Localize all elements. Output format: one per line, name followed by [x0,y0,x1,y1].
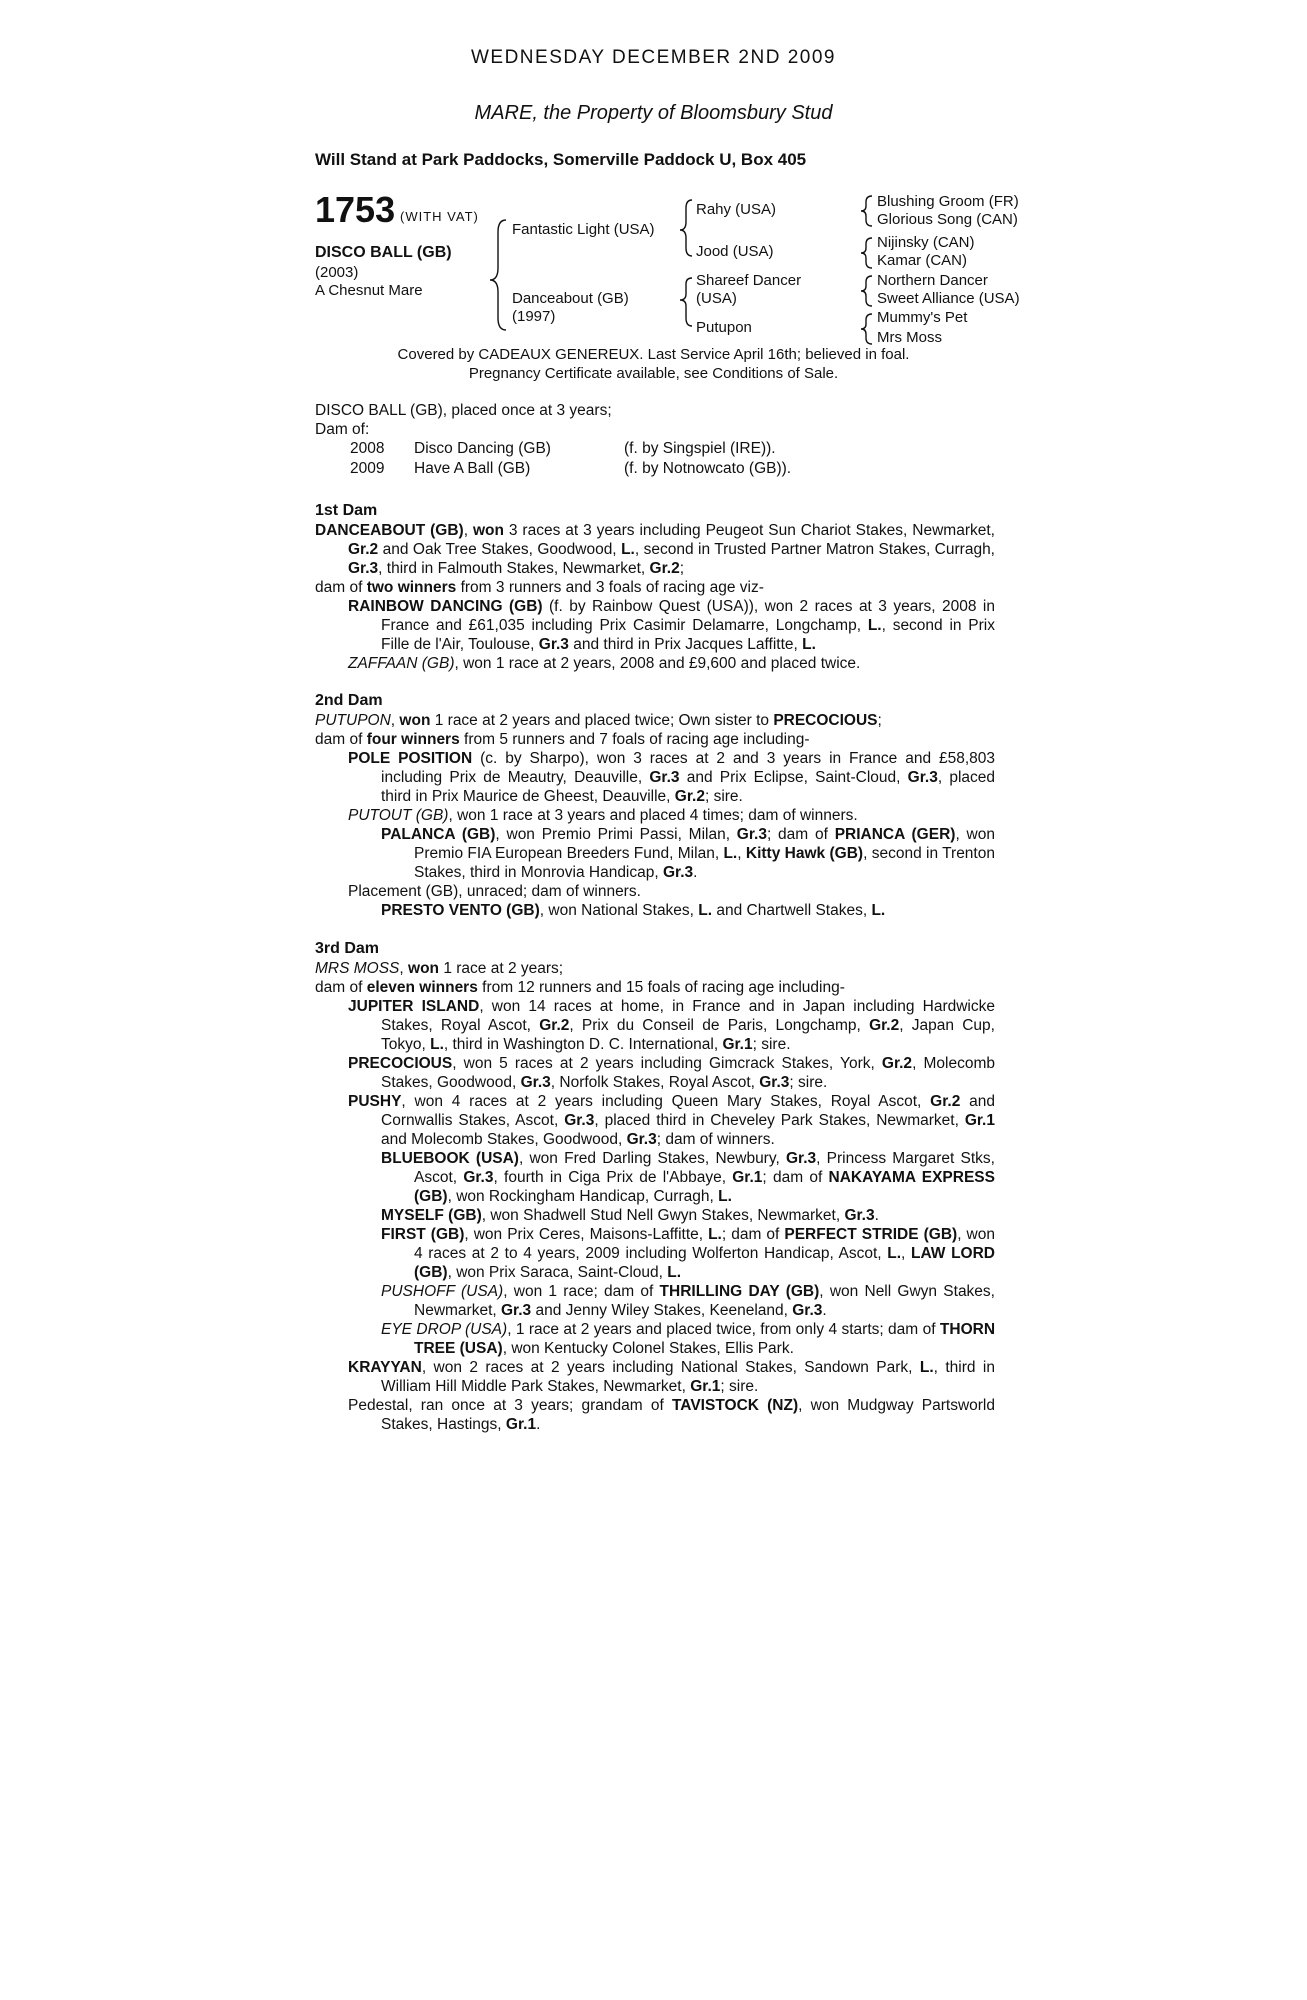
second-dam-offspring: Placement (GB), unraced; dam of winners. [348,883,641,900]
third-dam-grandoffspring: MYSELF (GB), won Shadwell Stud Nell Gwyn Stakes, Newmarket, Gr.3. [381,1207,879,1224]
vat-note: (WITH VAT) [400,209,479,224]
pedigree-sire-sire: Rahy (USA) [696,201,777,218]
second-dam-title: 2nd Dam [315,692,383,709]
second-dam-offspring: PUTOUT (GB), won 1 race at 3 years and placed 4 times; dam of winners. [348,807,858,824]
third-dam-offspring: PUSHY, won 4 races at 2 years including Queen Mary Stakes, Royal Ascot, Gr.2 and Cornwallis Stakes, Ascot, Gr.3, placed third in Cheveley Park Stakes, Newmarket, Gr.1 and Molecomb Stakes, Goodwood, Gr.3; dam of winners. [348,1093,996,1148]
third-dam-produce-line: dam of eleven winners from 12 runners and 15 foals of racing age including- [315,979,845,996]
third-dam-offspring: JUPITER ISLAND, won 14 races at home, in France and in Japan including Hardwicke Stakes, Royal Ascot, Gr.2, Prix du Conseil de Paris, Longchamp, Gr.2, Japan Cup, Tokyo, L., third in Washington D. C. International, Gr.1; sire. [348,998,995,1053]
covered-line-2: Pregnancy Certificate available, see Conditions of Sale. [468,365,839,382]
produce-year: 2009 [350,460,385,477]
pedigree-g6: Sweet Alliance (USA) [877,290,1020,307]
third-dam-offspring: Pedestal, ran once at 3 years; grandam of TAVISTOCK (NZ), won Mudgway Partsworld Stakes, Hastings, Gr.1. [348,1397,995,1433]
first-dam-produce-line: dam of two winners from 3 runners and 3 foals of racing age viz- [315,579,764,596]
third-dam-entry: MRS MOSS, won 1 race at 2 years; [315,960,564,977]
first-dam-title: 1st Dam [315,502,378,519]
third-dam-grandoffspring: EYE DROP (USA), 1 race at 2 years and placed twice, from only 4 starts; dam of THORN TREE (USA), won Kentucky Colonel Stakes, Ellis Park. [381,1321,996,1357]
pedigree-dam-sire-1: Shareef Dancer [696,272,802,289]
produce-by: (f. by Notnowcato (GB)). [624,460,792,477]
produce-dam-of: Dam of: [315,421,370,438]
pedigree-dam-sire-2: (USA) [696,290,737,307]
pedigree-dam: Danceabout (GB) [512,290,629,307]
covered-line-1: Covered by CADEAUX GENEREUX. Last Service April 16th; believed in foal. [397,346,910,363]
third-dam-offspring: KRAYYAN, won 2 races at 2 years including National Stakes, Sandown Park, L., third in William Hill Middle Park Stakes, Newmarket, Gr.1; sire. [348,1359,995,1395]
second-dam-section [315,691,995,920]
pedigree-g8: Mrs Moss [877,329,942,346]
pedigree-dam-year: (1997) [512,308,556,325]
pedigree-g3: Nijinsky (CAN) [877,234,975,251]
venue-line: Will Stand at Park Paddocks, Somerville Paddock U, Box 405 [315,150,807,169]
third-dam-grandoffspring: PUSHOFF (USA), won 1 race; dam of THRILLING DAY (GB), won Nell Gwyn Stakes, Newmarket, Gr.3 and Jenny Wiley Stakes, Keeneland, Gr.3. [381,1283,995,1319]
pedigree-dam-dam: Putupon [696,319,752,336]
lot-number: 1753 [315,189,396,230]
produce-year: 2008 [350,440,385,457]
second-dam-entry: PUTUPON, won 1 race at 2 years and placed twice; Own sister to PRECOCIOUS; [315,712,882,729]
page-subtitle: MARE, the Property of Bloomsbury Stud [474,102,833,124]
horse-name: DISCO BALL (GB) [315,244,452,261]
pedigree-sire: Fantastic Light (USA) [512,221,655,238]
first-dam-offspring: ZAFFAAN (GB), won 1 race at 2 years, 2008 and £9,600 and placed twice. [348,655,861,672]
pedigree-g2: Glorious Song (CAN) [877,211,1018,228]
pedigree-g4: Kamar (CAN) [877,252,968,269]
first-dam-offspring: RAINBOW DANCING (GB) (f. by Rainbow Quest (USA)), won 2 races at 3 years, 2008 in France and £61,035 including Prix Casimir Delamarre, Longchamp, L., second in Prix Fille de l'Air, Toulouse, Gr.3 and third in Prix Jacques Laffitte, L. [348,598,996,653]
produce-table [350,439,791,479]
pedigree-sire-dam: Jood (USA) [696,243,774,260]
produce-by: (f. by Singspiel (IRE)). [624,440,776,457]
second-dam-produce-line: dam of four winners from 5 runners and 7 foals of racing age including- [315,731,810,748]
third-dam-grandoffspring: BLUEBOOK (USA), won Fred Darling Stakes, Newbury, Gr.3, Princess Margaret Stks, Ascot, Gr.3, fourth in Ciga Prix de l'Abbaye, Gr.1; dam of NAKAYAMA EXPRESS (GB), won Rockingham Handicap, Curragh, L. [381,1150,995,1205]
third-dam-section [315,939,995,1434]
third-dam-grandoffspring: FIRST (GB), won Prix Ceres, Maisons-Laffitte, L.; dam of PERFECT STRIDE (GB), won 4 races at 2 to 4 years, 2009 including Wolferton Handicap, Ascot, L., LAW LORD (GB), won Prix Saraca, Saint-Cloud, L. [381,1226,995,1281]
third-dam-title: 3rd Dam [315,940,380,957]
produce-name: Have A Ball (GB) [414,460,531,477]
second-dam-grandoffspring: PALANCA (GB), won Premio Primi Passi, Milan, Gr.3; dam of PRIANCA (GER), won Premio FIA European Breeders Fund, Milan, L., Kitty Hawk (GB), second in Trenton Stakes, third in Monrovia Handicap, Gr.3. [381,826,995,881]
produce-row [350,439,791,459]
first-dam-section [315,501,995,673]
first-dam-entry: DANCEABOUT (GB), won 3 races at 3 years including Peugeot Sun Chariot Stakes, Newmarket, Gr.2 and Oak Tree Stakes, Goodwood, L., second in Trusted Partner Matron Stakes, Curragh, Gr.3, third in Falmouth Stakes, Newmarket, Gr.2; [315,522,995,577]
pedigree-braces [0,0,1307,360]
horse-description: A Chesnut Mare [315,282,423,299]
second-dam-grandoffspring: PRESTO VENTO (GB), won National Stakes, L. and Chartwell Stakes, L. [381,902,886,919]
horse-year: (2003) [315,264,359,281]
produce-name: Disco Dancing (GB) [414,440,551,457]
produce-row [350,459,791,479]
pedigree-g1: Blushing Groom (FR) [877,193,1019,210]
pedigree-g7: Mummy's Pet [877,309,968,326]
page-date: WEDNESDAY DECEMBER 2ND 2009 [470,47,836,68]
produce-intro: DISCO BALL (GB), placed once at 3 years; [315,402,612,419]
pedigree-g5: Northern Dancer [877,272,988,289]
third-dam-offspring: PRECOCIOUS, won 5 races at 2 years including Gimcrack Stakes, York, Gr.2, Molecomb Stakes, Goodwood, Gr.3, Norfolk Stakes, Royal Ascot, Gr.3; sire. [348,1055,995,1091]
second-dam-offspring: POLE POSITION (c. by Sharpo), won 3 races at 2 and 3 years in France and £58,803 including Prix de Meautry, Deauville, Gr.3 and Prix Eclipse, Saint-Cloud, Gr.3, placed third in Prix Maurice de Gheest, Deauville, Gr.2; sire. [348,750,996,805]
